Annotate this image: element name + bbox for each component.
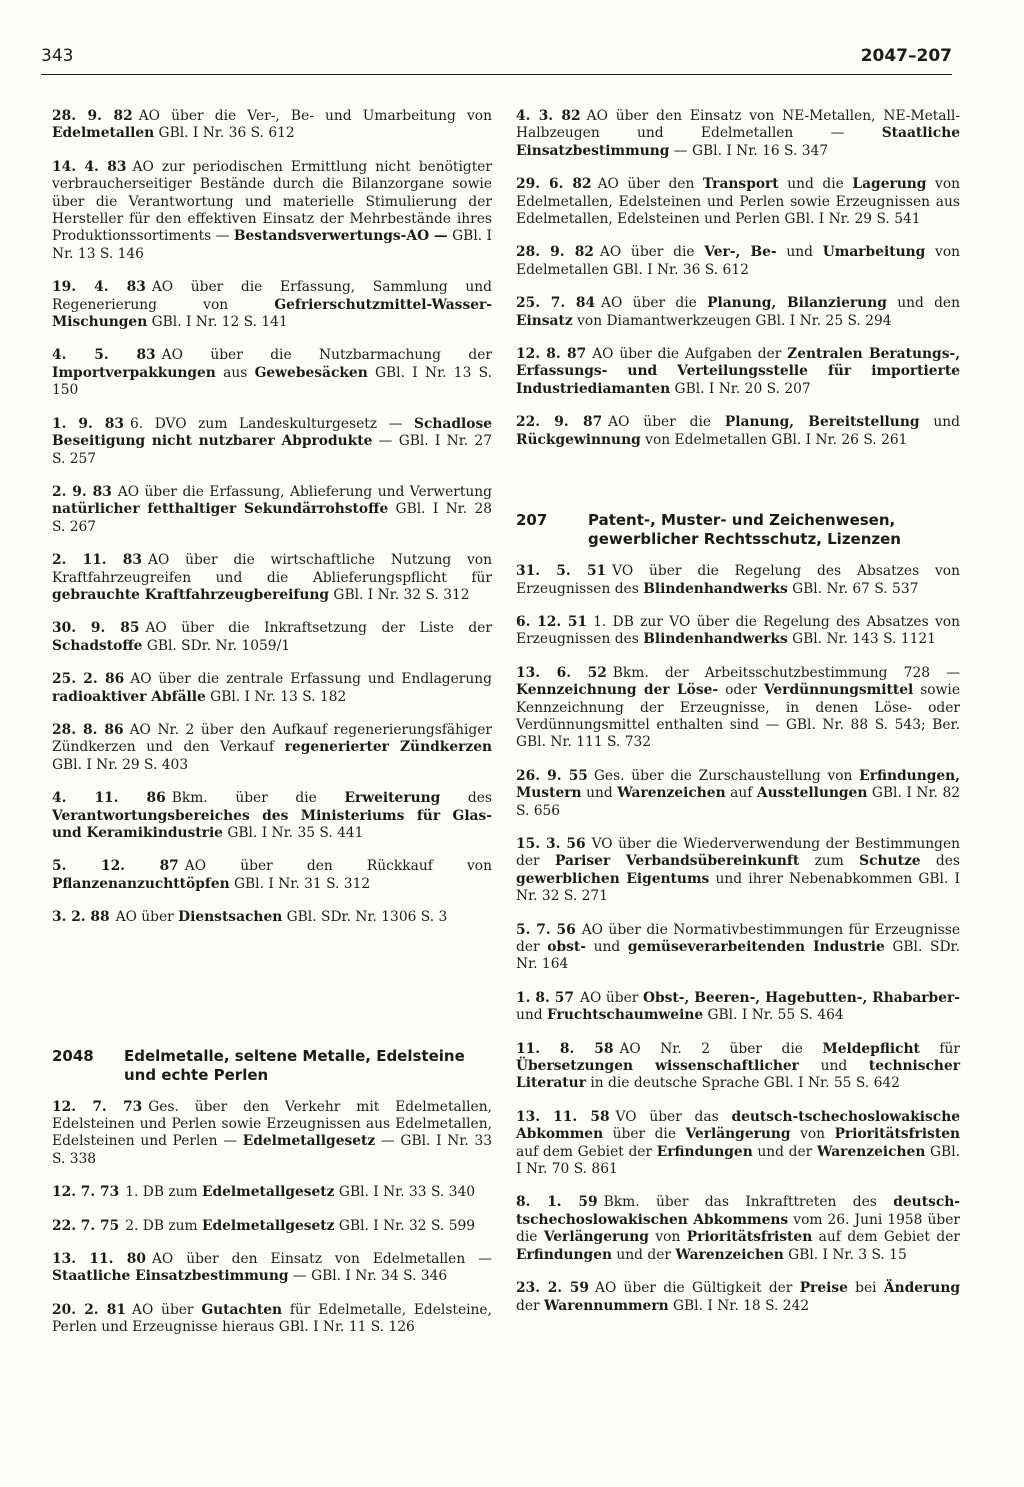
entry-date: 11. 8. 58 [516, 1040, 614, 1057]
entry-text: GBl. I Nr. 3 S. 15 [783, 1246, 907, 1263]
entry-text: GBl. SDr. Nr. 1059/1 [142, 637, 290, 654]
entry-text: VO über die Wiederverwendung der Bestimmungen der [516, 835, 960, 870]
entry-keyword: Staatliche Einsatzbestimmung [52, 1268, 289, 1285]
entry-text: GBl. I Nr. 13 S. 182 [205, 688, 347, 705]
entry-list [52, 108, 492, 927]
entry-date: 22. 7. 75 [52, 1217, 120, 1234]
entry-keyword: Warenzeichen [675, 1246, 784, 1263]
entry-keyword: Planung, Bilanzierung [707, 295, 887, 312]
header-rule [41, 74, 952, 75]
entry-date: 6. 12. 51 [516, 613, 588, 630]
list-item [52, 159, 492, 263]
entry-text: AO über die [599, 244, 705, 261]
entry-text: GBl. I Nr. 18 S. 242 [668, 1297, 810, 1314]
entry-keyword: Einsatz [516, 312, 573, 329]
entry-keyword: Verdünnungsmittel [763, 682, 914, 699]
entry-keyword: Erfindungen [516, 1246, 613, 1263]
entry-text: GBl. I Nr. 36 S. 612 [154, 125, 295, 142]
entry-keyword: Rückgewinnung [516, 431, 641, 448]
entry-text: GBl. I Nr. 13 S. 146 [52, 228, 492, 262]
entry-text: AO über die Inkraftsetzung der Liste der [145, 620, 492, 637]
entry-text: GBl. I Nr. 29 S. 403 [52, 756, 189, 773]
list-item [52, 484, 492, 536]
entry-text: VO über die Regelung des Absatzes von Erzeugnissen des [516, 563, 960, 597]
entry-text: 6. DVO zum Landeskulturgesetz — [130, 415, 415, 432]
list-item [516, 1109, 960, 1179]
entry-text: GBl. Nr. 143 S. 1121 [787, 631, 936, 648]
entry-text: AO über die Ver-, Be- und Umarbeitung von [138, 108, 492, 124]
entry-keyword: Änderung [883, 1280, 960, 1297]
entry-keyword: Gewebesäcken [254, 364, 368, 381]
entry-text: AO über den Einsatz von NE-Metallen, NE-Metall-Halbzeugen und Edelmetallen — [516, 108, 960, 142]
entry-list [52, 1099, 492, 1337]
entry-text: AO über die Aufgaben der [592, 346, 788, 363]
entry-text: und [581, 785, 618, 802]
column-gap [516, 465, 960, 491]
entry-text: und der [752, 1143, 817, 1160]
entry-keyword: Prioritätsfristen [686, 1229, 813, 1246]
entry-date: 28. 9. 82 [52, 108, 133, 124]
entry-date: 20. 2. 81 [52, 1301, 126, 1318]
entry-text: Ges. über die Zurschaustellung von [593, 767, 860, 784]
entry-text: AO über die Erfassung, Sammlung und Regenerierung von [52, 279, 492, 313]
entry-text: Ges. über den Verkehr mit Edelmetallen, Edelsteinen und Perlen sowie Erzeugnissen aus Edelmetallen, Edelsteinen und Perlen — [52, 1098, 492, 1150]
entry-keyword: Bestandsverwertungs-AO — [233, 228, 448, 245]
entry-text: GBl. SDr. Nr. 164 [516, 939, 960, 973]
entry-keyword: Warenzeichen [617, 785, 726, 802]
entry-date: 29. 6. 82 [516, 176, 592, 193]
right-column [516, 108, 960, 1331]
entry-keyword: Warennummern [543, 1297, 669, 1314]
entry-text: und [516, 1007, 547, 1024]
entry-keyword: Erfindungen, Mustern [516, 767, 960, 802]
entry-date: 19. 4. 83 [52, 279, 146, 296]
list-item [52, 347, 492, 399]
list-item [52, 790, 492, 842]
entry-keyword: radioaktiver Abfälle [52, 688, 206, 705]
entry-text: AO über die Erfassung, Ablieferung und Verwertung [117, 483, 492, 500]
entry-date: 12. 7. 73 [52, 1184, 120, 1201]
entry-keyword: Erweiterung [344, 790, 441, 807]
entry-text: 2. DB zum [125, 1217, 202, 1234]
entry-text: AO über [580, 989, 643, 1006]
entry-keyword: Staatliche Einsatzbestimmung [516, 125, 960, 159]
entry-text: AO über die zentrale Erfassung und Endlagerung [130, 671, 492, 688]
entry-date: 13. 11. 80 [52, 1251, 146, 1268]
entry-text: GBl. Nr. 67 S. 537 [787, 580, 919, 597]
entry-date: 30. 9. 85 [52, 620, 140, 637]
entry-text: von Edelmetallen, Edelsteinen und Perlen sowie Erzeugnissen aus Edelmetallen, Edelsteinen und Perlen GBl. I Nr. 29 S. 541 [516, 176, 961, 228]
section-heading [516, 511, 960, 549]
entry-text: GBl. SDr. Nr. 1306 S. 3 [282, 909, 448, 926]
entry-date: 1. 9. 83 [52, 415, 124, 432]
entry-text: und [798, 1058, 869, 1075]
entry-keyword: Blindenhandwerks [643, 580, 788, 597]
entry-keyword: Obst-, Beeren-, Hagebutten-, Rhabarber- [642, 989, 960, 1006]
entry-text: GBl. I Nr. 32 S. 312 [329, 586, 470, 603]
list-item [516, 665, 960, 752]
entry-text: und ihrer Nebenabkommen GBl. I Nr. 32 S. 271 [516, 870, 960, 905]
entry-keyword: Edelmetallgesetz [242, 1133, 376, 1150]
entry-date: 23. 2. 59 [516, 1280, 589, 1297]
entry-keyword: Preise [799, 1280, 848, 1297]
section-number: 2048 [52, 1046, 94, 1065]
entry-text: AO über den [597, 176, 703, 193]
entry-text: AO über den Einsatz von Edelmetallen — [151, 1251, 492, 1268]
section-title: Edelmetalle, seltene Metalle, Edelsteine und echte Perlen [124, 1046, 465, 1084]
entry-text: aus [215, 364, 255, 381]
entry-text: AO über die Normativbestimmungen für Erzeugnisse der [516, 921, 960, 955]
entry-keyword: Meldepflicht [822, 1040, 920, 1057]
entry-list [516, 563, 960, 1315]
section-number: 207 [516, 511, 548, 530]
entry-text: AO über [115, 909, 179, 926]
entry-text: Bkm. über die [171, 790, 345, 807]
entry-text: von [790, 1126, 835, 1143]
entry-date: 1. 8. 57 [516, 989, 575, 1006]
list-item [516, 768, 960, 820]
entry-keyword: gemüseverarbeitenden Industrie [627, 939, 885, 955]
entry-keyword: gewerblichen Eigentums [516, 870, 710, 887]
entry-text: AO Nr. 2 über die [619, 1040, 823, 1057]
entry-text: für Edelmetalle, Edelsteine, Perlen und Erzeugnisse hieraus GBl. I Nr. 11 S. 126 [52, 1301, 492, 1336]
page-header [41, 46, 952, 74]
entry-text: GBl. I Nr. 31 S. 312 [229, 875, 371, 892]
entry-keyword: Kennzeichnung der Löse- [516, 682, 719, 699]
entry-keyword: Gutachten [201, 1301, 283, 1318]
list-item [52, 1218, 492, 1235]
entry-keyword: Blindenhandwerks [643, 631, 788, 648]
list-item [516, 614, 960, 649]
entry-keyword: Umarbeitung [822, 244, 926, 261]
list-item [516, 1194, 960, 1264]
list-item [516, 1041, 960, 1093]
entry-keyword: Erfindungen [656, 1143, 753, 1160]
entry-keyword: Ver-, Be- [704, 244, 777, 261]
list-item [516, 563, 960, 598]
entry-text: Bkm. der Arbeitsschutzbestimmung 728 — [612, 664, 960, 681]
entry-date: 5. 7. 56 [516, 921, 576, 938]
entry-text: des [440, 790, 493, 807]
entry-text: GBl. I Nr. 32 S. 599 [334, 1217, 476, 1234]
entry-text: — GBl. I Nr. 33 S. 338 [52, 1133, 492, 1167]
entry-date: 13. 6. 52 [516, 664, 607, 681]
entry-date: 25. 7. 84 [516, 295, 596, 312]
entry-date: 4. 3. 82 [516, 108, 581, 124]
entry-keyword: Schutze [859, 853, 921, 870]
entry-text: GBl. I Nr. 33 S. 340 [334, 1184, 476, 1201]
entry-text: und [585, 939, 628, 955]
entry-keyword: Pflanzenanzuchttöpfen [52, 875, 230, 892]
entry-date: 14. 4. 83 [52, 158, 127, 175]
entry-keyword: Gefrierschutzmittel-Wasser-Mischungen [52, 296, 492, 331]
list-item [516, 836, 960, 906]
list-item [52, 1302, 492, 1337]
entry-keyword: Planung, Bereitstellung [724, 414, 920, 431]
entry-keyword: natürlicher fetthaltiger Sekundärrohstoffe [52, 501, 389, 518]
entry-keyword: regenerierter Zündkerzen [284, 739, 493, 756]
entry-text: VO über das [615, 1108, 732, 1125]
list-item [516, 414, 960, 449]
list-item [52, 1184, 492, 1201]
entry-text: und der [612, 1246, 676, 1263]
left-column [52, 108, 492, 1353]
entry-text: AO über die Nutzbarmachung der [161, 347, 492, 364]
section-title: Patent-, Muster- und Zeichenwesen, gewerblicher Rechtsschutz, Lizenzen [588, 511, 901, 549]
entry-text: sowie Kennzeichnung der Erzeugnisse, in denen Löse- oder Verdünnungsmittel enthalten sind — GBl. Nr. 88 S. 543; Ber. GBl. Nr. 111 S. 732 [516, 682, 960, 751]
entry-keyword: Transport [702, 176, 779, 193]
entry-keyword: Lagerung [852, 176, 927, 193]
entry-date: 8. 1. 59 [516, 1194, 598, 1211]
entry-text: — GBl. I Nr. 34 S. 346 [288, 1268, 448, 1285]
entry-keyword: Ausstellungen [756, 785, 868, 802]
entry-text: von Diamantwerkzeugen GBl. I Nr. 25 S. 294 [572, 312, 892, 329]
entry-text: AO über die Gültigkeit der [594, 1280, 800, 1297]
entry-text: AO zur periodischen Ermittlung nicht benötigter verbraucherseitiger Bestände durch die Bilanzorgane sowie über die Verantwortung und materielle Stimulierung der Hersteller für den effektiven Einsatz der Mehrbestände ihres Produktionssortiments — [52, 158, 492, 245]
entry-text: auf dem Gebiet der [812, 1229, 960, 1246]
entry-text: von Edelmetallen GBl. I Nr. 36 S. 612 [516, 244, 961, 278]
entry-text: 1. DB zur VO über die Regelung des Absatzes von Erzeugnissen des [516, 613, 960, 648]
entry-text: AO über [132, 1301, 202, 1318]
entry-text: AO über die [608, 414, 725, 431]
entry-text: — GBl. I Nr. 16 S. 347 [669, 142, 829, 159]
entry-text: oder [718, 682, 764, 699]
column-gap [52, 943, 492, 1027]
entry-text: GBl. I Nr. 35 S. 441 [222, 825, 364, 841]
entry-date: 12. 8. 87 [516, 346, 587, 363]
list-item [52, 108, 492, 143]
entry-text: bei [847, 1280, 884, 1297]
entry-date: 15. 3. 56 [516, 835, 586, 852]
entry-keyword: technischer Literatur [516, 1058, 960, 1092]
entry-text: AO über den Rückkauf von [184, 858, 492, 875]
entry-keyword: Schadlose Beseitigung nicht nutzbarer Abprodukte [52, 415, 492, 450]
entry-text: GBl. I Nr. 55 S. 464 [703, 1007, 844, 1024]
entry-keyword: obst- [547, 939, 586, 955]
entry-text: über die [603, 1126, 686, 1143]
entry-text: und [776, 244, 823, 261]
entry-date: 31. 5. 51 [516, 563, 607, 580]
entry-text: GBl. I Nr. 13 S. 150 [52, 364, 492, 399]
entry-keyword: Warenzeichen [816, 1143, 926, 1160]
entry-text: 1. DB zum [125, 1184, 202, 1201]
entry-keyword: Verlängerung [543, 1229, 649, 1246]
list-item [516, 922, 960, 974]
entry-keyword: Edelmetallgesetz [201, 1217, 335, 1234]
entry-text: GBl. I Nr. 12 S. 141 [147, 314, 288, 331]
entry-text: GBl. I Nr. 70 S. 861 [516, 1143, 960, 1178]
entry-date: 4. 5. 83 [52, 347, 156, 364]
entry-text: in die deutsche Sprache GBl. I Nr. 55 S. 642 [585, 1075, 900, 1092]
page-number: 343 [41, 46, 74, 66]
entry-text: GBl. I Nr. 20 S. 207 [670, 380, 811, 397]
list-item [52, 858, 492, 893]
entry-date: 4. 11. 86 [52, 790, 166, 807]
entry-keyword: Übersetzungen wissenschaftlicher [516, 1058, 799, 1075]
section-heading [52, 1047, 492, 1085]
entry-keyword: Pariser Verbandsübereinkunft [554, 853, 800, 870]
entry-text: vom 26. Juni 1958 über die [516, 1211, 960, 1246]
entry-date: 3. 2. 88 [52, 909, 110, 926]
entry-text: von Edelmetallen GBl. I Nr. 26 S. 261 [640, 431, 908, 448]
entry-text: auf [725, 785, 757, 802]
entry-text: — GBl. I Nr. 27 S. 257 [52, 433, 492, 467]
page-code: 2047–207 [860, 46, 952, 66]
entry-date: 22. 9. 87 [516, 414, 603, 431]
list-item [52, 909, 492, 926]
entry-keyword: Schadstoffe [52, 637, 143, 654]
entry-date: 13. 11. 58 [516, 1108, 610, 1125]
entry-date: 25. 2. 86 [52, 671, 125, 688]
entry-text: für [919, 1040, 960, 1057]
entry-text: der [516, 1297, 544, 1314]
entry-date: 2. 9. 83 [52, 483, 112, 500]
entry-keyword: deutsch-tschechoslowakische Abkommen [516, 1108, 960, 1143]
list-item [516, 176, 960, 228]
entry-text: und die [778, 176, 853, 193]
entry-keyword: gebrauchte Kraftfahrzeugbereifung [52, 586, 330, 603]
entry-keyword: Fruchtschaumweine [547, 1007, 704, 1024]
entry-keyword: Edelmetallen [52, 125, 155, 142]
entry-date: 2. 11. 83 [52, 552, 143, 569]
list-item [516, 346, 960, 398]
list-item [52, 279, 492, 331]
entry-keyword: Importverpakkungen [52, 364, 216, 381]
entry-keyword: Dienstsachen [178, 909, 283, 926]
entry-text: und den [886, 295, 960, 312]
entry-keyword: Zentralen Beratungs-, Erfassungs- und Verteilungsstelle für importierte Industriediamanten [516, 346, 960, 397]
entry-date: 26. 9. 55 [516, 767, 588, 784]
list-item [52, 552, 492, 604]
entry-text: AO über die [601, 295, 708, 312]
entry-keyword: Verantwortungsbereiches des Ministeriums für Glas- und Keramikindustrie [52, 807, 492, 841]
entry-date: 5. 12. 87 [52, 858, 179, 875]
entry-date: 28. 8. 86 [52, 721, 124, 738]
entry-keyword: Verlängerung [685, 1126, 791, 1143]
entry-text: AO Nr. 2 über den Aufkauf regenerierungsfähiger Zündkerzen und den Verkauf [52, 721, 492, 756]
entry-text: zum [799, 853, 860, 870]
entry-text: von [648, 1229, 687, 1246]
entry-text: GBl. I Nr. 28 S. 267 [52, 501, 493, 535]
list-item [516, 108, 960, 160]
list-item [52, 722, 492, 774]
entry-text: des [920, 853, 961, 870]
list-item [516, 1280, 960, 1315]
list-item [516, 295, 960, 330]
entry-text: AO über die wirtschaftliche Nutzung von Kraftfahrzeugreifen und die Ablieferungspflicht für [52, 552, 492, 586]
entry-text: GBl. I Nr. 82 S. 656 [516, 785, 960, 819]
list-item [52, 620, 492, 655]
entry-keyword: Prioritätsfristen [834, 1126, 961, 1143]
entry-text: auf dem Gebiet der [516, 1143, 657, 1160]
entry-date: 12. 7. 73 [52, 1098, 143, 1115]
entry-text: Bkm. über das Inkrafttreten des [603, 1194, 894, 1211]
entry-text: und [919, 414, 960, 431]
entry-list [516, 108, 960, 449]
list-item [52, 1251, 492, 1286]
entry-keyword: deutsch-tschechoslowakischen Abkommens [516, 1194, 960, 1228]
list-item [516, 244, 960, 279]
list-item [52, 416, 492, 468]
list-item [52, 671, 492, 706]
entry-date: 28. 9. 82 [516, 244, 594, 261]
entry-keyword: Edelmetallgesetz [201, 1184, 335, 1201]
list-item [52, 1099, 492, 1169]
list-item [516, 990, 960, 1025]
